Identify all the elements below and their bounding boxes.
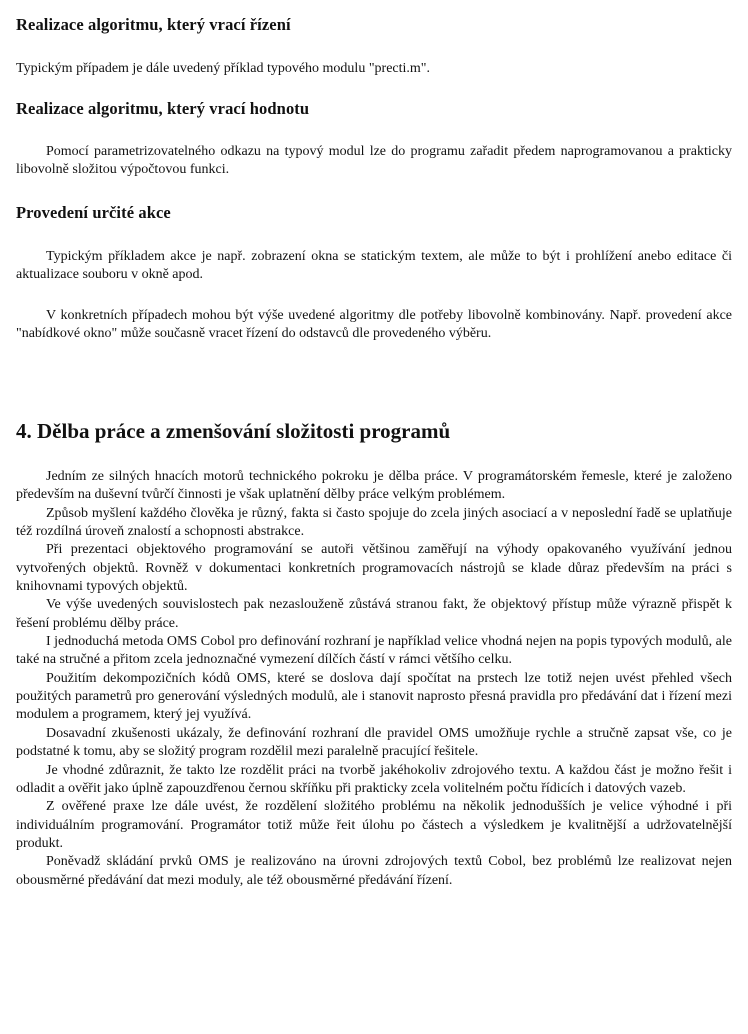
chapter-paragraph-7: Dosavadní zkušenosti ukázaly, že definování rozhraní dle pravidel OMS umožňuje rychle a stručně zapsat vše, co je podstatné k tomu, aby se složitý program rozdělil mezi paralelně pracující řešitele. bbox=[16, 725, 732, 760]
chapter-paragraph-8: Je vhodné zdůraznit, že takto lze rozdělit práci na tvorbě jakéhokoliv zdrojového textu. A každou část je možno řešit i odladit a ověřit jako úplně zapouzdřenou černou skříňku při prakticky zcela volitelném počtu řídicích i datových vazeb. bbox=[16, 762, 732, 796]
chapter-paragraph-2: Způsob myšlení každého člověka je různý, fakta si často spojuje do zcela jiných asociací a v neposlední řadě se uplatňuje též rozdílná úroveň znalostí a schopnosti abstrakce. bbox=[16, 505, 732, 540]
chapter-paragraph-6: Použitím dekompozičních kódů OMS, které se doslova dají spočítat na prstech lze totiž nejen uvést přehled všech použitých parametrů pro generování výsledných modulů, ale i stanovit naprosto přesná pravidla pro předávání dat i řízení mezi modulem a programem, který jej využívá. bbox=[16, 670, 732, 723]
chapter-paragraph-4: Ve výše uvedených souvislostech pak nezaslouženě zůstává stranou fakt, že objektový přístup může výrazně přispět k řešení problému dělby práce. bbox=[16, 597, 732, 631]
chapter-paragraph-10: Poněvadž skládání prvků OMS je realizováno na úrovni zdrojových textů Cobol, bez problémů lze realizovat nejen obousměrné předávání dat mezi moduly, ale též obousměrné předávání řízení. bbox=[16, 854, 732, 888]
section-heading-action: Provedení určité akce bbox=[16, 203, 171, 222]
section-heading-value-return: Realizace algoritmu, který vrací hodnotu bbox=[16, 99, 310, 118]
chapter-paragraph-5: I jednoduchá metoda OMS Cobol pro definování rozhraní je například velice vhodná nejen na popis typových modulů, ale také na stručné a přitom zcela jednoznačné vymezení dílčích částí v rámci většího celku. bbox=[16, 634, 732, 668]
section-heading-control-return: Realizace algoritmu, který vrací řízení bbox=[16, 15, 291, 34]
section-paragraph-control-return: Typickým případem je dále uvedený příklad typového modulu "precti.m". bbox=[16, 61, 431, 76]
chapter-paragraph-1: Jedním ze silných hnacích motorů technického pokroku je dělba práce. V programátorském řemesle, které je založeno především na duševní tvůrčí činnosti je však uplatnění dělby práce velkým problémem. bbox=[16, 469, 732, 503]
chapter-paragraph-3: Při prezentaci objektového programování se autoři většinou zaměřují na výhody opakovaného využívání jednou vytvořených objektů. Rovněž v dokumentaci konkretních programovacích nástrojů se klade důraz především na práci s knihovnami typových objektů. bbox=[16, 542, 732, 595]
chapter-title: 4. Dělba práce a zmenšování složitosti programů bbox=[16, 419, 451, 443]
chapter-body bbox=[16, 468, 732, 890]
chapter-paragraph-9: Z ověřené praxe lze dále uvést, že rozdělení složitého problému na několik jednodušších je velice výhodné i při individuálním programování. Programátor totiž může řeit úlohu po částech a výsledkem je kvalitnější a udržovatelnější produkt. bbox=[16, 799, 732, 851]
section-paragraph-action-1: Typickým příkladem akce je např. zobrazení okna se statickým textem, ale může to být i prohlížení anebo editace či aktualizace souboru v okně apod. bbox=[16, 249, 732, 282]
section-paragraph-action-2: V konkretních případech mohou být výše uvedené algoritmy dle potřeby libovolně kombinovány. Např. provedení akce "nabídkové okno" může současně vracet řízení do odstavců dle provedeného výběru. bbox=[16, 308, 732, 341]
section-paragraph-value-return: Pomocí parametrizovatelného odkazu na typový modul lze do programu zařadit předem naprogramovanou a prakticky libovolně složitou výpočtovou funkci. bbox=[16, 144, 732, 177]
